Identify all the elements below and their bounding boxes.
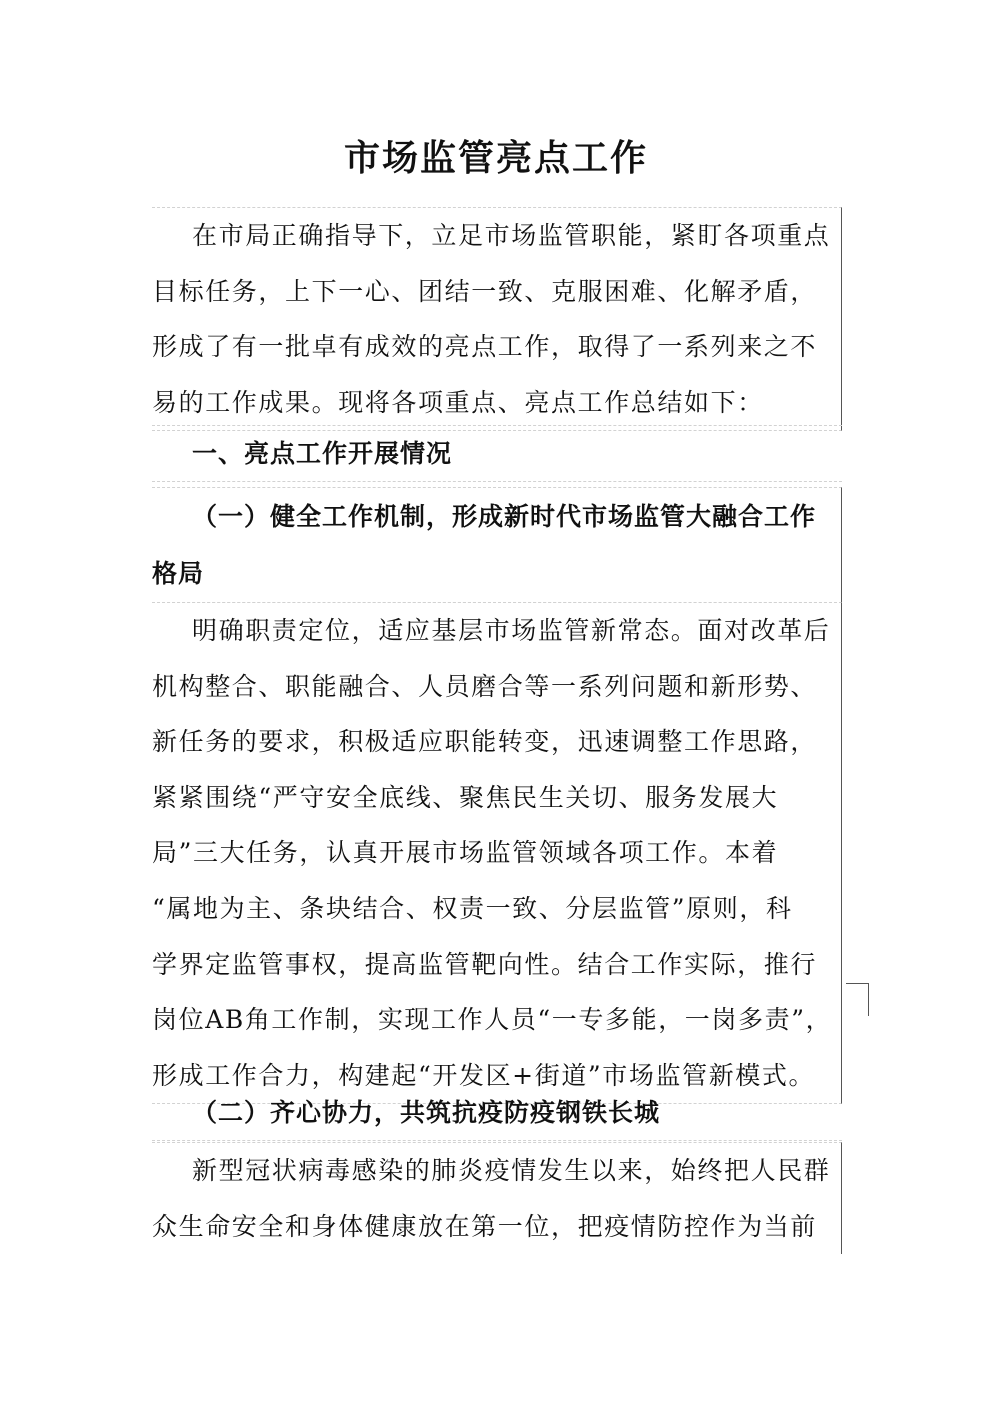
- intro-line: 在市局正确指导下，立足市场监管职能，紧盯各项重点: [192, 221, 831, 250]
- subsection-1-body: [152, 602, 842, 1104]
- subsection-heading-1: [152, 487, 842, 603]
- body-line: 明确职责定位，适应基层市场监管新常态。面对改革后: [192, 616, 831, 645]
- intro-line: 目标任务，上下一心、团结一致、克服困难、化解矛盾，: [152, 276, 818, 306]
- subsection-heading-line: 格局: [152, 559, 205, 588]
- intro-line: 易的工作成果。现将各项重点、亮点工作总结如下：: [152, 387, 764, 417]
- section-heading-text: 一、亮点工作开展情况: [192, 439, 453, 468]
- body-line: “属地为主、条块结合、权责一致、分层监管”原则，科: [152, 893, 793, 923]
- body-line: 新任务的要求，积极适应职能转变，迅速调整工作思路，: [152, 727, 818, 757]
- body-line: 众生命安全和身体健康放在第一位，把疫情防控作为当前: [152, 1211, 818, 1241]
- body-line: 岗位AB角工作制，实现工作人员“一专多能，一岗多责”，: [152, 1005, 833, 1035]
- body-line: 学界定监管事权，提高监管靶向性。结合工作实际，推行: [152, 949, 818, 979]
- body-line: 机构整合、职能融合、人员磨合等一系列问题和新形势、: [152, 671, 818, 701]
- intro-paragraph: [152, 207, 842, 431]
- subsection-heading-text: （二）齐心协力，共筑抗疫防疫钢铁长城: [192, 1098, 661, 1127]
- subsection-heading-2: [152, 1086, 842, 1141]
- section-heading-1: [152, 425, 842, 482]
- intro-line: 形成了有一批卓有成效的亮点工作，取得了一系列来之不: [152, 332, 818, 362]
- body-line: 形成工作合力，构建起“开发区+街道”市场监管新模式。: [152, 1060, 816, 1090]
- body-line: 局”三大任务，认真开展市场监管领域各项工作。本着: [152, 838, 779, 868]
- body-line: 紧紧围绕“严守安全底线、聚焦民生关切、服务发展大: [152, 782, 779, 812]
- subsection-2-body: [152, 1142, 842, 1254]
- subsection-heading-line: （一）健全工作机制，形成新时代市场监管大融合工作: [192, 502, 817, 531]
- overflow-marker: [846, 983, 869, 1016]
- body-line: 新型冠状病毒感染的肺炎疫情发生以来，始终把人民群: [192, 1156, 831, 1185]
- document-title: 市场监管亮点工作: [343, 137, 648, 179]
